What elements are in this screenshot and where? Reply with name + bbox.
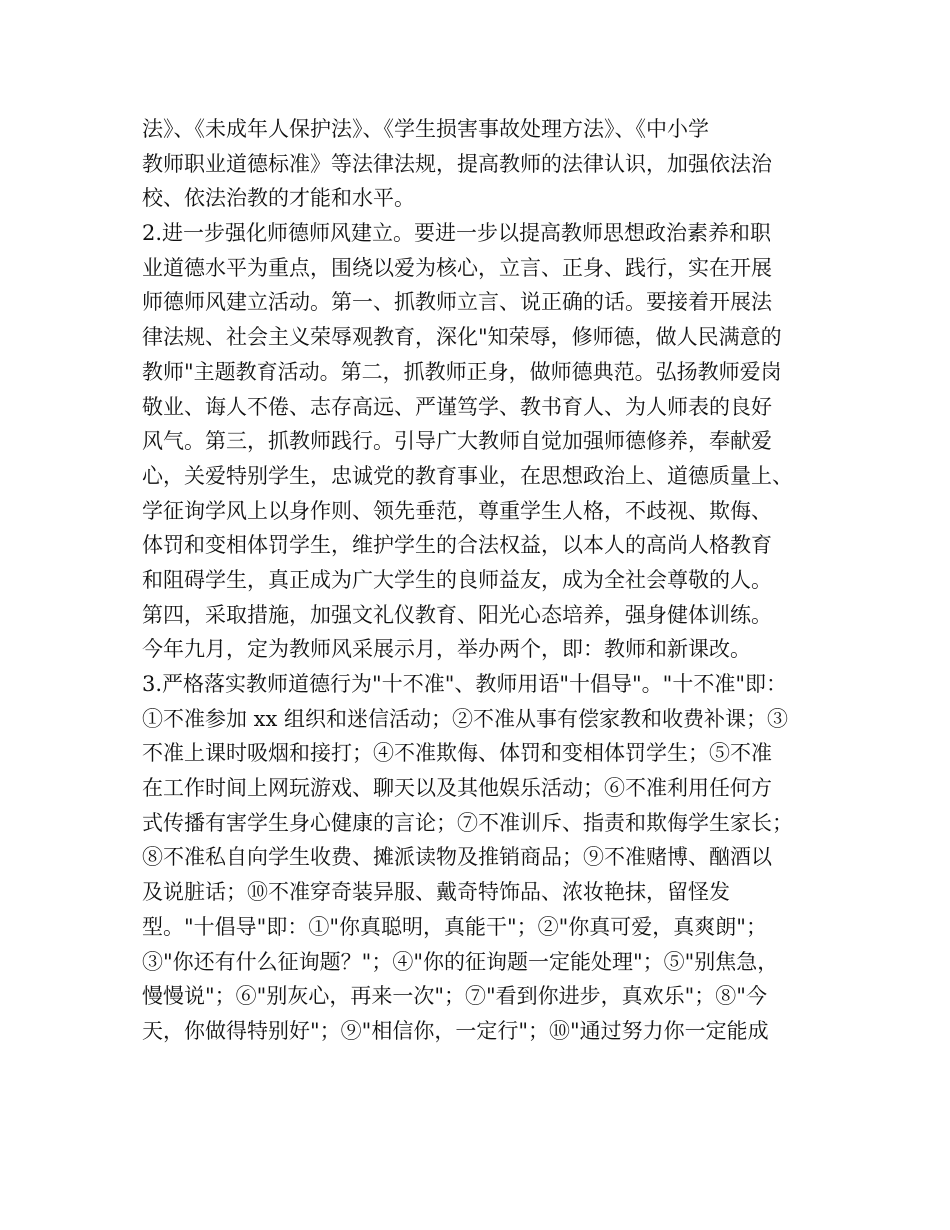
text-line: 第四，采取措施，加强文礼仪教育、阳光心态培养，强身健体训练。 (142, 602, 772, 627)
text-line: 天，你做得特别好"；⑨"相信你，一定行"；⑩"通过努力你一定能成 (142, 1018, 769, 1043)
text-line: 学征询学风上以身作则、领先垂范，尊重学生人格，不歧视、欺侮、 (142, 498, 772, 523)
text-line: 不准上课时吸烟和接打；④不准欺侮、体罚和变相体罚学生；⑤不准 (142, 741, 772, 766)
text-line: 风气。第三，抓教师践行。引导广大教师自觉加强师德修养，奉献爱 (142, 429, 772, 454)
text-line: ①不准参加 xx 组织和迷信活动；②不准从事有偿家教和收费补课；③ (142, 706, 789, 731)
text-line: 敬业、诲人不倦、志存高远、严谨笃学、教书育人、为人师表的良好 (142, 394, 772, 419)
document-body (142, 112, 822, 1049)
text-line: 式传播有害学生身心健康的言论；⑦不准训斥、指责和欺侮学生家长； (142, 810, 793, 835)
text-line: 律法规、社会主义荣辱观教育，深化"知荣辱，修师德，做人民满意的 (142, 325, 782, 350)
text-line: 3.严格落实教师道德行为"十不准"、教师用语"十倡导"。"十不准"即： (142, 672, 787, 696)
text-line: 2.进一步强化师德师风建立。要进一步以提高教师思想政治素养和职 (142, 221, 772, 246)
text-line: 在工作时间上网玩游戏、聊天以及其他娱乐活动；⑥不准利用任何方 (142, 776, 772, 801)
text-line: ③"你还有什么征询题？"；④"你的征询题一定能处理"；⑤"别焦急， (142, 949, 779, 974)
text-line: 教师职业道德标准》等法律法规，提高教师的法律认识，加强依法治 (142, 151, 772, 176)
text-line: 心，关爱特别学生，忠诚党的教育事业，在思想政治上、道德质量上、 (142, 463, 793, 488)
text-line: 法》、《未成年人保护法》、《学生损害事故处理方法》、《中小学 (142, 117, 709, 141)
text-line: 和阻碍学生，真正成为广大学生的良师益友，成为全社会尊敬的人。 (142, 567, 772, 592)
text-line: ⑧不准私自向学生收费、摊派读物及推销商品；⑨不准赌博、酗酒以 (142, 845, 772, 870)
text-line: 及说脏话；⑩不准穿奇装异服、戴奇特饰品、浓妆艳抹，留怪发 (142, 880, 730, 905)
text-line: 今年九月，定为教师风采展示月，举办两个，即：教师和新课改。 (142, 637, 751, 662)
text-line: 慢慢说"；⑥"别灰心，再来一次"；⑦"看到你进步，真欢乐"；⑧"今 (142, 984, 767, 1009)
text-line: 型。"十倡导"即：①"你真聪明，真能干"；②"你真可爱，真爽朗"； (142, 914, 767, 939)
text-line: 校、依法治教的才能和水平。 (142, 186, 415, 211)
text-line: 业道德水平为重点，围绕以爱为核心，立言、正身、践行，实在开展 (142, 255, 772, 280)
text-line: 师德师风建立活动。第一、抓教师立言、说正确的话。要接着开展法 (142, 290, 772, 315)
text-line: 教师"主题教育活动。第二，抓教师正身，做师德典范。弘扬教师爱岗 (142, 359, 782, 384)
text-line: 体罚和变相体罚学生，维护学生的合法权益，以本人的高尚人格教育 (142, 533, 772, 558)
